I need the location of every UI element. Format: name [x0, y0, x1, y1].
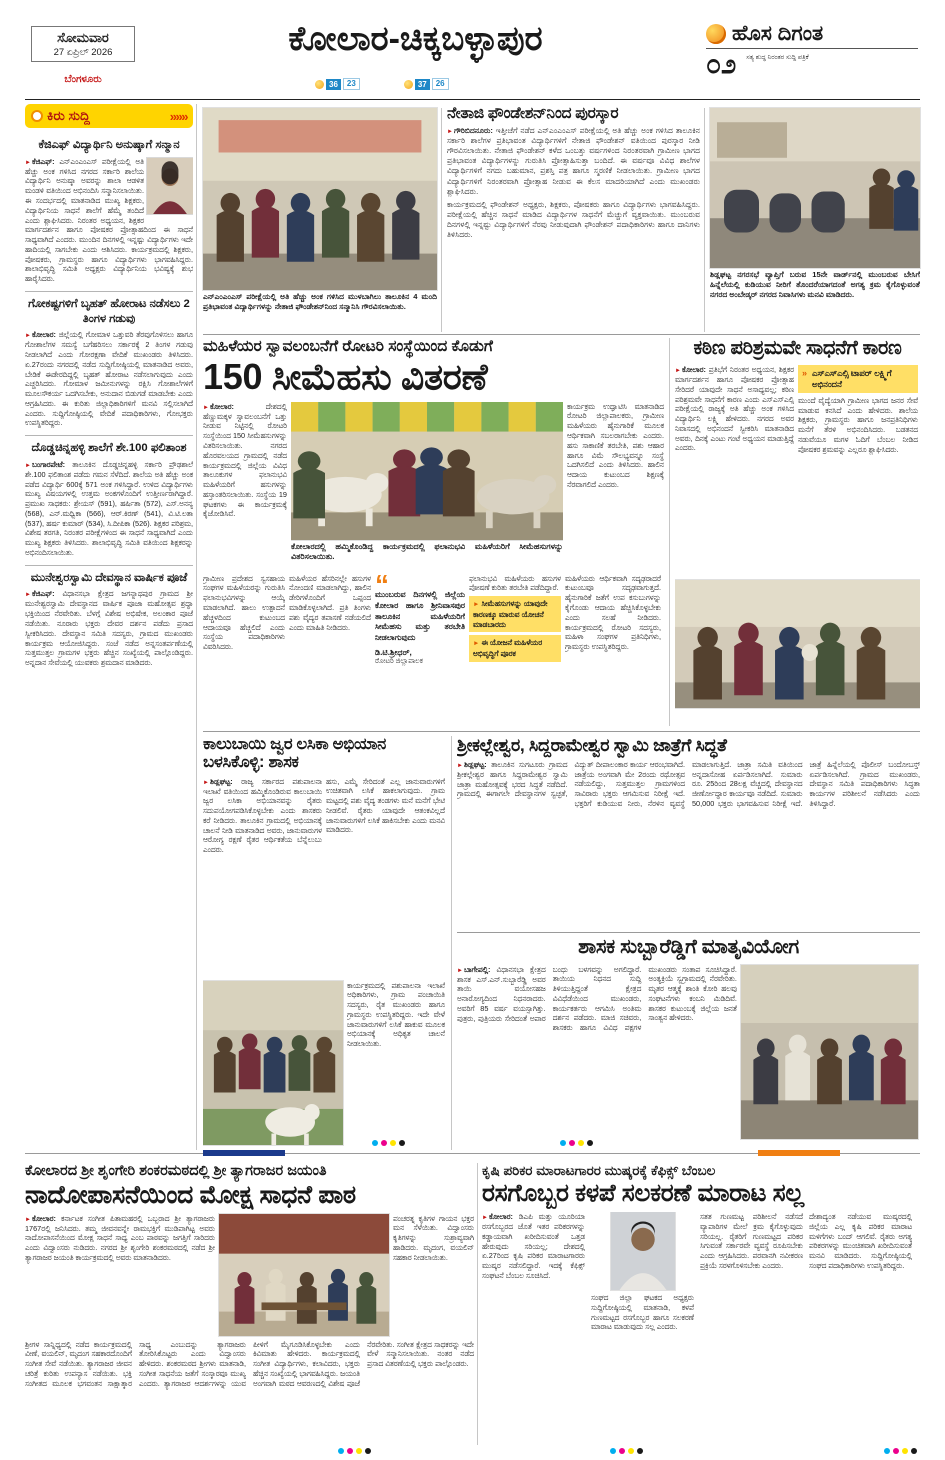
article-column	[203, 777, 322, 977]
orange-section-bar	[758, 1150, 840, 1156]
page-number: ೦೨	[706, 49, 737, 79]
date: 27 ಏಪ್ರಿಲ್ 2026	[53, 47, 113, 58]
body-text: ಪ್ರತಿಭೆಗೆ ನಿರಂತರ ಅಧ್ಯಯನ, ಶಿಕ್ಷಕರ ಮಾರ್ಗದರ್ಶನ ಹಾಗೂ ಪೋಷಕರ ಪ್ರೋತ್ಸಾಹ ಸೇರಿದರೆ ಯಾವುದೇ ಸಾಧನೆ ಅಸಾಧ್ಯವಲ್ಲ; ಕಠಿಣ ಪರಿಶ್ರಮವೇ ಸಾಧನೆಗೆ ಕಾರಣ ಎಂದು ಎಸ್ಎಸ್ಎಲ್ಸಿ ಪರೀಕ್ಷೆಯಲ್ಲಿ ರಾಜ್ಯಕ್ಕೆ ಅತಿ ಹೆಚ್ಚು ಅಂಕ ಗಳಿಸಿದ ವಿದ್ಯಾರ್ಥಿನಿ ಲಕ್ಷ್ಮಿ ಹೇಳಿದರು. ನಗರದ ಅವರ ನಿವಾಸದಲ್ಲಿ ಅಭಿನಂದನೆ ಸ್ವೀಕರಿಸಿ ಮಾತನಾಡಿದ ಅವರು, ದಿನಕ್ಕೆ ಎಂಟು ಗಂಟೆ ಅಧ್ಯಯನ ಮಾಡುತ್ತಿದ್ದೆ ಎಂದರು.	[675, 365, 794, 453]
body-text: ಫಲಾನುಭವಿ ಮಹಿಳೆಯರು ಹಸುಗಳ ಪೋಷಣೆ ಕುರಿತು ತರಬೇತಿ ಪಡೆದಿದ್ದಾರೆ.	[469, 573, 561, 593]
body-text: ದೇಶದಲ್ಲಿ ಹೆಣ್ಣುಮಕ್ಕಳ ಸ್ವಾವಲಂಬನೆಗೆ ಒತ್ತು ನೀಡುವ ನಿಟ್ಟಿನಲ್ಲಿ ರೋಟರಿ ಸಂಸ್ಥೆಯಿಂದ 150 ಸೀಮೆಹಸುಗಳನ್ನು ವಿತರಿಸಲಾಯಿತು. ನಗರದ ಹೊರವಲಯದ ಗ್ರಾಮದಲ್ಲಿ ನಡೆದ ಕಾರ್ಯಕ್ರಮದಲ್ಲಿ ಜಿಲ್ಲೆಯ ವಿವಿಧ ತಾಲೂಕುಗಳ ಫಲಾನುಭವಿ ಮಹಿಳೆಯರಿಗೆ ಹಸುಗಳನ್ನು ಹಸ್ತಾಂತರಿಸಲಾಯಿತು. ಸಂಸ್ಥೆಯ 19 ಘಟಕಗಳು ಈ ಕಾರ್ಯಕ್ರಮಕ್ಕೆ ಕೈಜೋಡಿಸಿವೆ.	[203, 401, 287, 519]
article-column	[482, 1212, 585, 1434]
dateline-marker-icon: ►	[25, 592, 31, 599]
brand-logo-icon	[706, 24, 726, 44]
article-column	[203, 402, 287, 570]
article-body	[25, 157, 193, 284]
brand-sub	[706, 49, 918, 78]
article-column: ಕಾರ್ಯಕ್ರಮ ಉದ್ಘಾಟಿಸಿ ಮಾತನಾಡಿದ ರೋಟರಿ ಜಿಲ್ಲಾಪಾಲಕರು, ಗ್ರಾಮೀಣ ಮಹಿಳೆಯರು ಹೈನುಗಾರಿಕೆ ಮೂಲಕ ಆರ್ಥಿಕವಾಗಿ ಸಬಲರಾಗಬೇಕು ಎಂದರು. ಹಸು ಸಾಕಾಣಿಕೆ ತರಬೇತಿ, ಪಶು ಆಹಾರ ಹಾಗೂ ವಿಮೆ ಸೌಲಭ್ಯವನ್ನೂ ಸಂಸ್ಥೆ ಒದಗಿಸಲಿದೆ ಎಂದು ತಿಳಿಸಿದರು. ಹಾಲಿನ ಆದಾಯ ಕುಟುಂಬದ ಶಿಕ್ಷಣಕ್ಕೆ ನೆರವಾಗಲಿದೆ ಎಂದರು.	[567, 401, 664, 489]
kiru-suddi-icon	[31, 110, 43, 122]
photo-student-portrait	[147, 158, 193, 214]
pull-quote	[375, 574, 465, 720]
photo-cow-distribution	[291, 402, 563, 540]
weather-strip	[315, 78, 449, 90]
sun-icon	[404, 80, 413, 89]
weather-widget	[404, 78, 449, 90]
article-thyagaraja-jayanti	[25, 1163, 474, 1445]
quote-text: ಮುಂಬರುವ ದಿನಗಳಲ್ಲಿ ಜಿಲ್ಲೆಯ ಕೋಲಾರ ಹಾಗೂ ಶ್ರೀನಿವಾಸಪುರ ತಾಲೂಕಿನ ಮಹಿಳೆಯರಿಗೆ ಸೀಮೆಹಸು ಮತ್ತು ತರಬೇತಿ ನೀಡಲಾಗುವುದು	[375, 589, 465, 643]
article-headline: ಕೆಜಿಎಫ್ ವಿದ್ಯಾರ್ಥಿನಿ ಅನುಷ್ಕಾಗೆ ಸನ್ಮಾನ	[38, 139, 180, 151]
body-text: ಮುಂದೆ ವೈದ್ಯೆಯಾಗಿ ಗ್ರಾಮೀಣ ಭಾಗದ ಜನರ ಸೇವೆ ಮಾಡುವ ಕನಸಿದೆ ಎಂದು ಹೇಳಿದರು. ಶಾಲೆಯ ಶಿಕ್ಷಕರು, ಗ್ರಾಮಸ್ಥರು ಹಾಗೂ ಜನಪ್ರತಿನಿಧಿಗಳು ಮನೆಗೆ ತೆರಳಿ ಅಭಿನಂದಿಸಿದರು. ಬಡತನದ ನಡುವೆಯೂ ಮಗಳ ಓದಿಗೆ ಬೆಂಬಲ ನೀಡಿದ ಪೋಷಕರ ಶ್ರಮವನ್ನು ಎಲ್ಲರೂ ಶ್ಲಾಘಿಸಿದರು.	[798, 395, 918, 454]
photo-caption: ಎನ್ಎಂಎಂಎಸ್ ಪರೀಕ್ಷೆಯಲ್ಲಿ ಅತಿ ಹೆಚ್ಚು ಅಂಕ ಗಳಿಸಿದ ಮುಳಬಾಗಿಲು ತಾಲೂಕಿನ 4 ಮಂದಿ ಪ್ರತಿಭಾವಂತ ವಿದ್ಯಾರ್ಥಿಗಳನ್ನು ನೇತಾಜಿ ಫೌಂಡೇಶನ್‌ನಿಂದ ಸನ್ಮಾನಿಸಿ ಗೌರವಿಸಲಾಯಿತು.	[203, 292, 437, 311]
body-text: ರಾಜ್ಯ ಸರ್ಕಾರದ ಪಶುಪಾಲನಾ ಇಲಾಖೆ ವತಿಯಿಂದ ಹಮ್ಮಿಕೊಂಡಿರುವ ಕಾಲುಬಾಯಿ ಜ್ವರ ಲಸಿಕಾ ಅಭಿಯಾನವನ್ನು ರೈತರು ಸದುಪಯೋಗಪಡಿಸಿಕೊಳ್ಳಬೇಕು ಎಂದು ಶಾಸಕರು ಕರೆ ನೀಡಿದರು. ತಾಲೂಕಿನ ಗ್ರಾಮದಲ್ಲಿ ಅಭಿಯಾನಕ್ಕೆ ಚಾಲನೆ ನೀಡಿ ಮಾತನಾಡಿದ ಅವರು, ಜಾನುವಾರುಗಳ ಆರೋಗ್ಯ ರಕ್ಷಣೆ ರೈತರ ಆರ್ಥಿಕತೆಯ ಬೆನ್ನೆಲುಬು ಎಂದರು.	[203, 776, 322, 855]
bullet-icon: ►	[473, 640, 480, 648]
article-headline: 150 ಸೀಮೆಹಸು ವಿತರಣೆ	[203, 355, 488, 397]
chevrons-icon: »»»	[169, 108, 187, 124]
article-headline: ಶ್ರೀಕಲ್ಲೇಶ್ವರ, ಸಿದ್ದರಾಮೇಶ್ವರ ಸ್ವಾಮಿ ಜಾತ್ರೆಗೆ ಸಿದ್ಧತೆ	[457, 736, 727, 755]
brand-tagline: ಸತ್ಯ ಶುದ್ಧ ನಿರಂತರ ಸುದ್ದಿ ಪತ್ರಿಕೆ	[746, 54, 809, 61]
sidebar-kiru-suddi	[25, 104, 193, 1150]
dateline: ಕೆಜಿಎಫ್:	[31, 589, 55, 599]
body-text: ತಾಲೂಕಿನ ದೊಡ್ಡಚಿನ್ನಹಳ್ಳಿ ಸರ್ಕಾರಿ ಪ್ರೌಢಶಾಲೆ ಶೇ.100 ಫಲಿತಾಂಶ ಪಡೆದು ಗಮನ ಸೆಳೆದಿದೆ. ಶಾಲೆಯ ಅತಿ ಹೆಚ್ಚು ಅಂಕ ಪಡೆದ ವಿದ್ಯಾರ್ಥಿ 600ಕ್ಕೆ 571 ಅಂಕ ಗಳಿಸಿದ್ದಾರೆ. ಉಳಿದ ವಿದ್ಯಾರ್ಥಿಗಳು ಮುಖ್ಯ ವಿಷಯಗಳಲ್ಲಿ ಉತ್ತಮ ಅಂಕಗಳೊಂದಿಗೆ ಉತ್ತೀರ್ಣರಾಗಿದ್ದಾರೆ. ಪ್ರಮುಖ ಸಾಧಕರು: ಶ್ರೇಯಸ್ (591), ಹರ್ಷಿತಾ (572), ಎಸ್.ಅನನ್ಯ (568), ಎನ್.ಮಧ್ವಿಕಾ (566), ಆರ್.ಕಿರಣ್ (541), ವಿ.ಟಿ.ಲತಾ (537), ಹರ್ಷ ಕುಮಾರ್ (534), ಸಿ.ದೀಪಿಕಾ (526). ಶಿಕ್ಷಕರ ಪರಿಶ್ರಮ, ವಿಶೇಷ ತರಗತಿ, ನಿರಂತರ ಪರೀಕ್ಷೆಗಳಿಂದ ಈ ಸಾಧನೆ ಸಾಧ್ಯವಾಗಿದೆ ಎಂದು ಮುಖ್ಯ ಶಿಕ್ಷಕರು ತಿಳಿಸಿದರು. ಶಾಲಾಭಿವೃದ್ಧಿ ಸಮಿತಿ ವತಿಯಿಂದ ಶಿಕ್ಷಕರನ್ನು ಅಭಿನಂದಿಸಲಾಯಿತು.	[25, 459, 193, 557]
divider	[441, 108, 442, 332]
article-vaccine-drive	[203, 736, 447, 1150]
dateline: ಕೋಲಾರ:	[681, 365, 706, 375]
dateline-marker-icon: ►	[203, 779, 209, 786]
article-150-cows	[203, 338, 665, 726]
photo-caption: ಶಿಡ್ಲಘಟ್ಟ ನಗರಸಭೆ ವ್ಯಾಪ್ತಿಗೆ ಬರುವ 15ನೇ ವಾರ್ಡ್‌ನಲ್ಲಿ ಮುಂಬರುವ ಬೇಸಿಗೆ ಹಿನ್ನೆಲೆಯಲ್ಲಿ ಕುಡಿಯುವ ನೀರಿಗೆ ತೊಂದರೆಯಾಗದಂತೆ ಅಗತ್ಯ ಕ್ರಮ ಕೈಗೊಳ್ಳುವಂತೆ ನಗರದ ಅಂಬೇಡ್ಕರ್ ನಗರದ ನಿವಾಸಿಗಳು ಮನವಿ ಮಾಡಿದರು.	[710, 270, 920, 299]
weekday: ಸೋಮವಾರ	[57, 30, 109, 45]
dateline: ಕೆಜಿಎಫ್:	[31, 156, 55, 166]
quote-attribution-name: ಡಿ.ಟಿ.ಶ್ರೀಧರ್,	[375, 648, 412, 658]
article-body	[447, 126, 700, 197]
article-school-result	[25, 435, 193, 565]
article-body	[25, 330, 193, 428]
body-text: ಜಿಲ್ಲೆಯಲ್ಲಿ ಗೋಮಾಳ ಒತ್ತುವರಿ ತೆರವುಗೊಳಿಸಲು ಹಾಗೂ ಗೋಶಾಲೆಗಳ ಸಮಸ್ಯೆ ಬಗೆಹರಿಸಲು ಸರ್ಕಾರಕ್ಕೆ 2 ತಿಂಗಳ ಗಡುವು ನೀಡಲಾಗಿದೆ ಎಂದು ಗೋರಕ್ಷಣಾ ವೇದಿಕೆ ಮುಖಂಡರು ತಿಳಿಸಿದರು. ಏ.27ರಂದು ನಗರದಲ್ಲಿ ನಡೆದ ಸುದ್ದಿಗೋಷ್ಠಿಯಲ್ಲಿ ಮಾತನಾಡಿದ ಅವರು, ಬೇಡಿಕೆ ಈಡೇರದಿದ್ದಲ್ಲಿ ಬೃಹತ್ ಹೋರಾಟ ನಡೆಸಲಾಗುವುದು ಎಂದು ಎಚ್ಚರಿಸಿದರು. ಗೋಮಾಳ ಜಮೀನುಗಳನ್ನು ರಕ್ಷಿಸಿ ಗೋಶಾಲೆಗಳಿಗೆ ಮೂಲಸೌಕರ್ಯ ಒದಗಿಸಬೇಕು, ಅನುದಾನ ಬಿಡುಗಡೆ ಮಾಡಬೇಕು ಎಂದು ಆಗ್ರಹಿಸಿದರು. ಈ ಕುರಿತು ಜಿಲ್ಲಾಧಿಕಾರಿಗಳಿಗೆ ಮನವಿ ಸಲ್ಲಿಸಲಾಗಿದೆ ಎಂದರು. ಸುದ್ದಿಗೋಷ್ಠಿಯಲ್ಲಿ ವೇದಿಕೆ ಪದಾಧಿಕಾರಿಗಳು, ಗೋಭಕ್ತರು ಉಪಸ್ಥಿತರಿದ್ದರು.	[25, 330, 193, 428]
highlight-box	[469, 635, 561, 661]
divider	[669, 338, 670, 726]
article-body	[457, 760, 920, 920]
highlight-text: ಎಸ್ಎಸ್ಎಲ್ಸಿ ಟಾಪರ್ ಲಕ್ಷ್ಮಿಗೆ ಅಭಿನಂದನೆ	[812, 368, 892, 389]
body-text: ವಿಧಾನಸಭಾ ಕ್ಷೇತ್ರದ ಜಗನ್ನಾಥಪುರ ಗ್ರಾಮದ ಶ್ರೀ ಮುನೇಶ್ವರಸ್ವಾಮಿ ದೇವಸ್ಥಾನದ ವಾರ್ಷಿಕ ಪೂಜಾ ಮಹೋತ್ಸವ ಶ್ರದ್ಧಾ ಭಕ್ತಿಯಿಂದ ನೆರವೇರಿತು. ಬೆಳಗ್ಗೆ ವಿಶೇಷ ಅಭಿಷೇಕ, ಅಲಂಕಾರ ಪೂಜೆ ನಡೆಯಿತು. ನೂರಾರು ಭಕ್ತರು ದೇವರ ದರ್ಶನ ಪಡೆದು ಪ್ರಸಾದ ಸ್ವೀಕರಿಸಿದರು. ದೇವಸ್ಥಾನ ಸಮಿತಿ ಸದಸ್ಯರು, ಗ್ರಾಮದ ಮುಖಂಡರು ಕಾರ್ಯಕ್ರಮ ಆಯೋಜಿಸಿದ್ದರು. ಸಂಜೆ ನಡೆದ ಅನ್ನಸಂತರ್ಪಣೆಯಲ್ಲಿ ಸುತ್ತಮುತ್ತಲ ಗ್ರಾಮಗಳ ಭಕ್ತರು ಹೆಚ್ಚಿನ ಸಂಖ್ಯೆಯಲ್ಲಿ ಪಾಲ್ಗೊಂಡಿದ್ದರು. ಅನ್ನದಾನ ಸೇವೆಯಲ್ಲಿ ಯುವಕರು ಶ್ರಮದಾನ ಮಾಡಿದರು.	[25, 589, 193, 668]
photo-block-nmms	[203, 108, 437, 312]
article-column	[591, 1212, 694, 1434]
dateline-marker-icon: ►	[447, 128, 453, 135]
dateline-marker-icon: ►	[25, 333, 31, 340]
photo-block-ward	[710, 108, 920, 300]
dateline-marker-icon: ►	[203, 404, 209, 411]
photo-ward-street	[710, 108, 920, 268]
dateline-marker-icon: ►	[25, 462, 31, 469]
article-headline: ದೊಡ್ಡಚಿನ್ನಹಳ್ಳಿ ಶಾಲೆಗೆ ಶೇ.100 ಫಲಿತಾಂಶ	[31, 442, 187, 455]
body-text: ಎನ್ಎಂಎಂಎಸ್ ಪರೀಕ್ಷೆಯಲ್ಲಿ ಅತಿ ಹೆಚ್ಚು ಅಂಕ ಗಳಿಸಿದ ನಗರದ ಸರ್ಕಾರಿ ಶಾಲೆಯ ವಿದ್ಯಾರ್ಥಿನಿ ಅನುಷ್ಕಾ ಅವರನ್ನು ಶಾಲಾ ಆಡಳಿತ ಮಂಡಳಿ ವತಿಯಿಂದ ಅಭಿನಂದಿಸಿ ಸನ್ಮಾನಿಸಲಾಯಿತು. ಈ ಸಂದರ್ಭದಲ್ಲಿ ಮಾತನಾಡಿದ ಮುಖ್ಯ ಶಿಕ್ಷಕರು, ವಿದ್ಯಾರ್ಥಿನಿಯ ಸಾಧನೆ ಶಾಲೆಗೆ ಹೆಮ್ಮೆ ತಂದಿದೆ ಎಂದು ಶ್ಲಾಘಿಸಿದರು. ನಿರಂತರ ಅಧ್ಯಯನ, ಶಿಕ್ಷಕರ ಮಾರ್ಗದರ್ಶನ ಹಾಗೂ ಪೋಷಕರ ಪ್ರೋತ್ಸಾಹದಿಂದ ಈ ಸಾಧನೆ ಸಾಧ್ಯವಾಗಿದೆ ಎಂದರು. ಮುಂದಿನ ದಿನಗಳಲ್ಲಿ ಇನ್ನಷ್ಟು ವಿದ್ಯಾರ್ಥಿಗಳು ಇದೇ ಹಾದಿಯಲ್ಲಿ ಸಾಗಬೇಕು ಎಂದು ಆಶಿಸಿದರು. ಕಾರ್ಯಕ್ರಮದಲ್ಲಿ ಶಿಕ್ಷಕರು, ಪೋಷಕರು, ಗ್ರಾಮಸ್ಥರು ಹಾಗೂ ವಿದ್ಯಾರ್ಥಿಗಳು ಭಾಗವಹಿಸಿದ್ದರು. ಶಾಲಾಭಿವೃದ್ಧಿ ಸಮಿತಿ ಅಧ್ಯಕ್ಷರು ವಿದ್ಯಾರ್ಥಿನಿಯ ಭವಿಷ್ಯಕ್ಕೆ ಶುಭ ಹಾರೈಸಿದರು.	[25, 156, 193, 284]
divider	[203, 334, 920, 335]
edition-city: ಬೆಂಗಳೂರು	[64, 74, 102, 85]
article-body	[25, 460, 193, 558]
article-kicker: ಕೃಷಿ ಪರಿಕರ ಮಾರಾಟಗಾರರ ಮುಷ್ಕರಕ್ಕೆ ಕೆಫಿಕ್ಸ್ ಬೆಂಬಲ	[482, 1163, 716, 1178]
highlight-box	[469, 596, 561, 632]
body-text: ವಿಧಾನಸಭಾ ಕ್ಷೇತ್ರದ ಶಾಸಕ ಎಸ್.ಎನ್.ಸುಬ್ಬಾರೆಡ್ಡಿ ಅವರ ತಾಯಿ ವಯೋಸಹಜ ಅನಾರೋಗ್ಯದಿಂದ ನಿಧನರಾದರು. ಅವರಿಗೆ 85 ವರ್ಷ ವಯಸ್ಸಾಗಿತ್ತು. ಪುತ್ರರು, ಪುತ್ರಿಯರು ಸೇರಿದಂತೆ ಅಪಾರ ಬಂಧು ಬಳಗವನ್ನು ಅಗಲಿದ್ದಾರೆ. ತಾಯಿಯ ನಿಧನದ ಸುದ್ದಿ ತಿಳಿಯುತ್ತಿದ್ದಂತೆ ಕ್ಷೇತ್ರದ ವಿವಿಧೆಡೆಯಿಂದ ಮುಖಂಡರು, ಕಾರ್ಯಕರ್ತರು ಆಗಮಿಸಿ ಅಂತಿಮ ದರ್ಶನ ಪಡೆದರು. ಮಾಜಿ ಸಚಿವರು, ಶಾಸಕರು ಹಾಗೂ ವಿವಿಧ ಪಕ್ಷಗಳ ಮುಖಂಡರು ಸಂತಾಪ ಸೂಚಿಸಿದ್ದಾರೆ. ಅಂತ್ಯಕ್ರಿಯೆ ಸ್ವಗ್ರಾಮದಲ್ಲಿ ನೆರವೇರಿತು. ಮೃತರ ಆತ್ಮಕ್ಕೆ ಶಾಂತಿ ಕೋರಿ ಹಲವು ಸಂಘಟನೆಗಳು ಕಂಬನಿ ಮಿಡಿದಿವೆ. ಶಾಸಕರ ಕುಟುಂಬಕ್ಕೆ ಜಿಲ್ಲೆಯ ಜನತೆ ಸಾಂತ್ವನ ಹೇಳಿದರು.	[457, 964, 737, 1033]
dateline-marker-icon: ►	[457, 762, 463, 769]
dateline-marker-icon: ►	[457, 967, 463, 974]
article-cow-protest	[25, 291, 193, 435]
article-column	[675, 365, 794, 575]
article-column: ಹಸು, ಎಮ್ಮೆ ಸೇರಿದಂತೆ ಎಲ್ಲ ಜಾನುವಾರುಗಳಿಗೆ ಉಚಿತವಾಗಿ ಲಸಿಕೆ ಹಾಕಲಾಗುವುದು. ಗ್ರಾಮ ಮಟ್ಟದಲ್ಲಿ ಪಶು ವೈದ್ಯ ತಂಡಗಳು ಮನೆ ಮನೆಗೆ ಭೇಟಿ ನೀಡಲಿವೆ. ರೈತರು ಯಾವುದೇ ಆತಂಕವಿಲ್ಲದೆ ಜಾನುವಾರುಗಳಿಗೆ ಲಸಿಕೆ ಹಾಕಿಸಬೇಕು ಎಂದು ಮನವಿ ಮಾಡಿದರು.	[326, 776, 445, 835]
dateline-marker-icon: ►	[675, 368, 681, 375]
article-column	[798, 365, 918, 575]
cmyk-dots	[610, 1448, 643, 1454]
article-column: ಗ್ರಾಮೀಣ ಪ್ರದೇಶದ ಸ್ವಸಹಾಯ ಸಂಘಗಳ ಮಹಿಳೆಯರನ್ನು ಗುರುತಿಸಿ ಫಲಾನುಭವಿಗಳನ್ನು ಆಯ್ಕೆ ಮಾಡಲಾಗಿದೆ. ಹಾಲು ಉತ್ಪಾದನೆ ಹೆಚ್ಚಳದಿಂದ ಕುಟುಂಬದ ಆದಾಯವೂ ಹೆಚ್ಚಲಿದೆ ಎಂದು ಸಂಸ್ಥೆಯ ಪದಾಧಿಕಾರಿಗಳು ವಿವರಿಸಿದರು.	[203, 573, 285, 652]
quote-icon: “	[375, 573, 389, 600]
bullet-icon: ►	[473, 601, 480, 609]
weather-widget	[315, 78, 360, 90]
photo-music-concert	[219, 1214, 389, 1336]
article-column: ದೇಶಾದ್ಯಂತ ನಡೆಯುವ ಮುಷ್ಕರದಲ್ಲಿ ಜಿಲ್ಲೆಯ ಎಲ್ಲ ಕೃಷಿ ಪರಿಕರ ಮಾರಾಟ ಮಳಿಗೆಗಳು ಬಂದ್ ಆಗಲಿವೆ. ರೈತರು ಅಗತ್ಯ ಪರಿಕರಗಳನ್ನು ಮುಂಚಿತವಾಗಿ ಖರೀದಿಸುವಂತೆ ಮನವಿ ಮಾಡಿದರು. ಸುದ್ದಿಗೋಷ್ಠಿಯಲ್ಲಿ ಸಂಘದ ಪದಾಧಿಕಾರಿಗಳು ಉಪಸ್ಥಿತರಿದ್ದರು.	[809, 1211, 912, 1270]
article-headline: ಮುನೇಶ್ವರಸ್ವಾಮಿ ದೇವಸ್ಥಾನ ವಾರ್ಷಿಕ ಪೂಜೆ	[30, 571, 188, 584]
dateline: ಶಿಡ್ಲಘಟ್ಟ:	[209, 776, 233, 786]
kiru-suddi-label: ಕಿರು ಸುದ್ದಿ	[47, 108, 90, 123]
photo-nmms-awardees	[203, 108, 437, 290]
body-text: ಇತ್ತೀಚೆಗೆ ನಡೆದ ಎನ್ಎಂಎಂಎಸ್ ಪರೀಕ್ಷೆಯಲ್ಲಿ ಅತಿ ಹೆಚ್ಚು ಅಂಕ ಗಳಿಸಿದ ತಾಲೂಕಿನ ಸರ್ಕಾರಿ ಶಾಲೆಗಳ ಪ್ರತಿಭಾವಂತ ವಿದ್ಯಾರ್ಥಿಗಳಿಗೆ ನೇತಾಜಿ ಫೌಂಡೇಶನ್ ವತಿಯಿಂದ ಪುರಸ್ಕಾರ ನೀಡಿ ಗೌರವಿಸಲಾಯಿತು. ನೇತಾಜಿ ಫೌಂಡೇಶನ್ ಕಳೆದ ಒಂಬತ್ತು ವರ್ಷಗಳಿಂದ ನಿರಂತರವಾಗಿ ಗ್ರಾಮೀಣ ಭಾಗದ ಪ್ರತಿಭಾವಂತ ವಿದ್ಯಾರ್ಥಿಗಳನ್ನು ಗುರುತಿಸಿ ಪ್ರೋತ್ಸಾಹಿಸುತ್ತಾ ಬಂದಿದೆ. ಈ ವರ್ಷವೂ ವಿವಿಧ ಶಾಲೆಗಳ ವಿದ್ಯಾರ್ಥಿಗಳಿಗೆ ನಗದು ಬಹುಮಾನ, ಪ್ರಶಸ್ತಿ ಪತ್ರ ಹಾಗೂ ಸ್ಮರಣಿಕೆ ನೀಡಲಾಯಿತು. ಗ್ರಾಮೀಣ ಭಾಗದ ವಿದ್ಯಾರ್ಥಿಗಳಿಗೆ ನಿರಂತರವಾಗಿ ಪ್ರೋತ್ಸಾಹ ನೀಡುವ ಈ ಕೆಲಸ ಮಾದರಿಯಾಗಿದೆ ಎಂದು ಮುಖಂಡರು ಶ್ಲಾಘಿಸಿದರು.	[447, 125, 700, 196]
cmyk-dots	[884, 1448, 917, 1454]
dateline: ಕೋಲಾರ:	[31, 1213, 56, 1223]
article-headline: ನೇತಾಜಿ ಫೌಂಡೇಶನ್‌ನಿಂದ ಪುರಸ್ಕಾರ	[447, 106, 619, 122]
article-mla-mourning	[457, 937, 920, 1150]
article-kicker: ಮಹಿಳೆಯರ ಸ್ವಾವಲಂಬನೆಗೆ ರೋಟರಿ ಸಂಸ್ಥೆಯಿಂದ ಕೊಡುಗೆ	[203, 338, 493, 355]
highlight-text: ಈ ಯೋಜನೆ ಮಹಿಳೆಯರ ಅಭಿವೃದ್ಧಿಗೆ ಪೂರಕ	[473, 638, 543, 658]
brand-block	[706, 22, 918, 78]
article-hard-work	[675, 338, 920, 726]
date-box	[31, 26, 135, 62]
dateline: ಗೌರಿಬಿದನೂರು:	[453, 125, 493, 135]
dateline: ಬಾಗೇಪಲ್ಲಿ:	[463, 964, 491, 974]
photo-block-cow-distribution	[291, 402, 563, 570]
highlight-text: ಸೀಮೆಹಸುಗಳನ್ನು ಯಾವುದೇ ಕಾರಣಕ್ಕೂ ಮಾರುವ ಯೋಚನೆ ಮಾಡಬಾರದು	[473, 599, 548, 629]
article-headline: ರಸಗೊಬ್ಬರ ಕಳಪೆ ಸಲಕರಣೆ ಮಾರಾಟ ಸಲ್ಲ	[482, 1179, 804, 1207]
weather-high: 37	[415, 79, 430, 90]
body-text: ಕರ್ನಾಟಕ ಸಂಗೀತ ಪಿತಾಮಹರಲ್ಲಿ ಒಬ್ಬರಾದ ಶ್ರೀ ತ್ಯಾಗರಾಜರು 1767ರಲ್ಲಿ ಜನಿಸಿದರು. ತಮ್ಮ ಜೀವನವನ್ನೇ ರಾಮಭಕ್ತಿಗೆ ಮುಡಿಪಾಗಿಟ್ಟ ಅವರು ನಾದೋಪಾಸನೆಯಿಂದ ಮೋಕ್ಷ ಸಾಧನೆ ಸಾಧ್ಯ ಎಂಬ ಪಾಠವನ್ನು ಜಗತ್ತಿಗೆ ಸಾರಿದರು ಎಂದು ವಿದ್ವಾಂಸರು ನುಡಿದರು. ನಗರದ ಶ್ರೀ ಶೃಂಗೇರಿ ಶಂಕರಮಠದಲ್ಲಿ ನಡೆದ ಶ್ರೀ ತ್ಯಾಗರಾಜರ ಜಯಂತಿ ಕಾರ್ಯಕ್ರಮದಲ್ಲಿ ಅವರು ಮಾತನಾಡಿದರು.	[25, 1213, 215, 1262]
sun-icon	[315, 80, 324, 89]
article-kgf-student	[25, 133, 193, 291]
article-headline: ಶಾಸಕ ಸುಬ್ಬಾರೆಡ್ಡಿಗೆ ಮಾತೃವಿಯೋಗ	[578, 937, 799, 958]
divider	[451, 736, 452, 1150]
article-headline: ಕಠಿಣ ಪರಿಶ್ರಮವೇ ಸಾಧನೆಗೆ ಕಾರಣ	[693, 338, 902, 359]
chevron-icon: »	[802, 368, 808, 379]
dateline-marker-icon: ►	[25, 1216, 31, 1223]
article-column: ಕಾರ್ಯಕ್ರಮದಲ್ಲಿ ಪಶುಪಾಲನಾ ಇಲಾಖೆ ಅಧಿಕಾರಿಗಳು, ಗ್ರಾಮ ಪಂಚಾಯಿತಿ ಸದಸ್ಯರು, ರೈತ ಮುಖಂಡರು ಹಾಗೂ ಗ್ರಾಮಸ್ಥರು ಉಪಸ್ಥಿತರಿದ್ದರು. ಇದೇ ವೇಳೆ ಜಾನುವಾರುಗಳಿಗೆ ಲಸಿಕೆ ಹಾಕುವ ಮೂಲಕ ಅಭಿಯಾನಕ್ಕೆ ಅಧಿಕೃತ ಚಾಲನೆ ನೀಡಲಾಯಿತು.	[347, 980, 445, 1049]
blue-section-bar	[203, 1150, 285, 1156]
highlight-stack	[469, 574, 561, 720]
dateline: ಶಿಡ್ಲಘಟ್ಟ:	[463, 759, 487, 769]
article-column: ಸತತ ಗುಣಮಟ್ಟ ಪರಿಶೀಲನೆ ನಡೆಸದೆ ವ್ಯಾಪಾರಿಗಳ ಮೇಲೆ ಕ್ರಮ ಕೈಗೊಳ್ಳುವುದು ಸರಿಯಲ್ಲ. ರೈತರಿಗೆ ಗುಣಮಟ್ಟದ ಪರಿಕರ ಸಿಗುವಂತೆ ಸರ್ಕಾರವೇ ವ್ಯವಸ್ಥೆ ರೂಪಿಸಬೇಕು ಎಂದು ಆಗ್ರಹಿಸಿದರು. ಪರವಾನಗಿ ನವೀಕರಣ ಪ್ರಕ್ರಿಯೆ ಸರಳಗೊಳಿಸಬೇಕು ಎಂದರು.	[700, 1211, 803, 1270]
photo-vaccine-launch	[203, 981, 343, 1145]
article-kicker: ಕೋಲಾರದ ಶ್ರೀ ಶೃಂಗೇರಿ ಶಂಕರಮಠದಲ್ಲಿ ಶ್ರೀ ತ್ಯಾಗರಾಜರ ಜಯಂತಿ	[25, 1163, 327, 1179]
article-headline: ನಾದೋಪಾಸನೆಯಿಂದ ಮೋಕ್ಷ ಸಾಧನೆ ಪಾಠ	[25, 1180, 356, 1209]
article-temple-fair	[457, 736, 920, 930]
divider	[457, 932, 920, 933]
photo-condolence-visit	[741, 965, 918, 1139]
highlight-box	[798, 365, 918, 393]
article-column	[25, 1214, 215, 1336]
divider	[203, 731, 920, 732]
kiru-suddi-badge	[25, 104, 193, 128]
page-title: ಕೋಲಾರ-ಚಿಕ್ಕಬಳ್ಳಾಪುರ	[288, 20, 543, 58]
body-text: ಸಂಘದ ಜಿಲ್ಲಾ ಘಟಕದ ಅಧ್ಯಕ್ಷರು ಸುದ್ದಿಗೋಷ್ಠಿಯಲ್ಲಿ ಮಾತನಾಡಿ, ಕಳಪೆ ಗುಣಮಟ್ಟದ ರಸಗೊಬ್ಬರ ಹಾಗೂ ಸಲಕರಣೆ ಮಾರಾಟ ಮಾಡುವುದು ಸಲ್ಲ ಎಂದರು.	[591, 1292, 694, 1332]
article-fertilizer-strike	[482, 1163, 920, 1445]
weather-low: 23	[343, 78, 360, 90]
dateline: ಕೋಲಾರ:	[488, 1211, 513, 1221]
weather-low: 26	[432, 78, 449, 90]
article-column: ಮಹಿಳೆಯರ ಹೆಸರಿನಲ್ಲೇ ಹಸುಗಳ ನೋಂದಣಿ ಮಾಡಲಾಗಿದ್ದು, ಹಾಲಿನ ಡೇರಿಗಳೊಂದಿಗೆ ಒಪ್ಪಂದ ಮಾಡಿಕೊಳ್ಳಲಾಗಿದೆ. ಪ್ರತಿ ತಿಂಗಳು ಪಶು ವೈದ್ಯರ ತಪಾಸಣೆ ನಡೆಯಲಿದೆ ಎಂದು ಮಾಹಿತಿ ನೀಡಿದರು.	[289, 573, 371, 632]
brand-row	[706, 22, 918, 49]
divider	[477, 1163, 478, 1445]
dateline: ಕೋಲಾರ:	[209, 401, 234, 411]
dateline-marker-icon: ►	[482, 1214, 488, 1221]
divider	[196, 104, 197, 1150]
body-text: ಕಾರ್ಯಕ್ರಮದಲ್ಲಿ ಫೌಂಡೇಶನ್ ಅಧ್ಯಕ್ಷರು, ಶಿಕ್ಷಕರು, ಪೋಷಕರು ಹಾಗೂ ವಿದ್ಯಾರ್ಥಿಗಳು ಭಾಗವಹಿಸಿದ್ದರು. ಪರೀಕ್ಷೆಯಲ್ಲಿ ಹೆಚ್ಚಿನ ಸಾಧನೆ ಮಾಡಿದ ವಿದ್ಯಾರ್ಥಿಗಳ ಸಾಧನೆಗೆ ಮೆಚ್ಚುಗೆ ವ್ಯಕ್ತವಾಯಿತು. ಮುಂಬರುವ ದಿನಗಳಲ್ಲಿ ಇನ್ನಷ್ಟು ವಿದ್ಯಾರ್ಥಿಗಳಿಗೆ ನೆರವು ನೀಡುವುದಾಗಿ ಫೌಂಡೇಶನ್ ಪದಾಧಿಕಾರಿಗಳು ಹಾಗೂ ದಾನಿಗಳು ತಿಳಿಸಿದರು.	[447, 199, 700, 240]
weather-high: 36	[326, 79, 341, 90]
body-text: ಡಿಎಪಿ ಮತ್ತು ಯೂರಿಯಾ ರಸಗೊಬ್ಬರದ ಜೊತೆ ಇತರ ಪರಿಕರಗಳನ್ನು ಕಡ್ಡಾಯವಾಗಿ ಖರೀದಿಸುವಂತೆ ಒತ್ತಡ ಹೇರುವುದು ಸರಿಯಲ್ಲ; ದೇಶದಲ್ಲಿ ಏ.27ರಿಂದ ಕೃಷಿ ಪರಿಕರ ಮಾರಾಟಗಾರರು ಮುಷ್ಕರ ನಡೆಸಲಿದ್ದಾರೆ. ಇದಕ್ಕೆ ಕೆಫಿಕ್ಸ್ ಸಂಘಟನೆ ಬೆಂಬಲ ಸೂಚಿಸಿದೆ.	[482, 1211, 585, 1280]
dateline-marker-icon: ►	[25, 159, 31, 166]
divider	[704, 108, 705, 332]
article-netaji-award	[447, 106, 700, 332]
quote-attribution-role: ರೋಟರಿ ಜಿಲ್ಲಾಪಾಲಕ	[375, 658, 423, 666]
article-temple-pooja	[25, 565, 193, 675]
article-headline: ಕಾಲುಬಾಯಿ ಜ್ವರ ಲಸಿಕಾ ಅಭಿಯಾನ ಬಳಸಿಕೊಳ್ಳಿ: ಶಾಸಕ	[203, 736, 387, 771]
body-text: ತಾಲೂಕಿನ ಸುಗಟೂರು ಗ್ರಾಮದ ಶ್ರೀಕಲ್ಲೇಶ್ವರ ಹಾಗೂ ಸಿದ್ದರಾಮೇಶ್ವರ ಸ್ವಾಮಿ ಜಾತ್ರಾ ಮಹೋತ್ಸವಕ್ಕೆ ಭರದ ಸಿದ್ಧತೆ ನಡೆದಿದೆ. ಗ್ರಾಮದಲ್ಲಿ ಈಗಾಗಲೇ ದೇವಸ್ಥಾನಗಳ ಸ್ವಚ್ಛತೆ, ವಿದ್ಯುತ್ ದೀಪಾಲಂಕಾರ ಕಾರ್ಯ ಆರಂಭವಾಗಿದೆ. ಜಾತ್ರೆಯ ಅಂಗವಾಗಿ ಮೇ 2ರಂದು ರಥೋತ್ಸವ ನಡೆಯಲಿದ್ದು, ಸುತ್ತಮುತ್ತಲ ಗ್ರಾಮಗಳಿಂದ ಸಾವಿರಾರು ಭಕ್ತರು ಆಗಮಿಸುವ ನಿರೀಕ್ಷೆ ಇದೆ. ಭಕ್ತರಿಗೆ ಕುಡಿಯುವ ನೀರು, ನೆರಳಿನ ವ್ಯವಸ್ಥೆ ಮಾಡಲಾಗುತ್ತಿದೆ. ಜಾತ್ರಾ ಸಮಿತಿ ವತಿಯಿಂದ ಅನ್ನದಾಸೋಹ ಏರ್ಪಡಿಸಲಾಗಿದೆ. ಸುಮಾರು ರೂ. 25ರಿಂದ 28ಲಕ್ಷ ವೆಚ್ಚದಲ್ಲಿ ದೇವಸ್ಥಾನದ ಜೀರ್ಣೋದ್ಧಾರ ಕಾರ್ಯವೂ ನಡೆದಿದೆ. ಸುಮಾರು 50,000 ಭಕ್ತರು ಭಾಗವಹಿಸುವ ನಿರೀಕ್ಷೆ ಇದೆ. ಜಾತ್ರೆ ಹಿನ್ನೆಲೆಯಲ್ಲಿ ಪೊಲೀಸ್ ಬಂದೋಬಸ್ತ್ ಏರ್ಪಡಿಸಲಾಗಿದೆ. ಗ್ರಾಮದ ಮುಖಂಡರು, ದೇವಸ್ಥಾನ ಸಮಿತಿ ಪದಾಧಿಕಾರಿಗಳು ಸಿದ್ಧತಾ ಕಾರ್ಯಗಳ ಪರಿಶೀಲನೆ ನಡೆಸಿದರು ಎಂದು ತಿಳಿಸಿದ್ದಾರೆ.	[457, 759, 920, 808]
article-body	[457, 965, 737, 1139]
page-header	[25, 14, 920, 100]
article-body: ಶ್ರೀಗಳ ಸಾನ್ನಿಧ್ಯದಲ್ಲಿ ನಡೆದ ಕಾರ್ಯಕ್ರಮದಲ್ಲಿ ವೀಣೆ, ವಯಲಿನ್, ಮೃದಂಗ ಸಹಕಾರದೊಂದಿಗೆ ಸಂಗೀತ ಸೇವೆ ನಡೆಯಿತು. ತ್ಯಾಗರಾಜರ ಜೀವನ ಚರಿತ್ರೆ ಕುರಿತು ಉಪನ್ಯಾಸ ನಡೆಯಿತು. ಭಕ್ತಿ ಸಂಗೀತದ ಮೂಲಕ ಭಗವಂತನ ಸಾಕ್ಷಾತ್ಕಾರ ಸಾಧ್ಯ ಎಂಬುದನ್ನು ತ್ಯಾಗರಾಜರು ತೋರಿಸಿಕೊಟ್ಟರು ಎಂದು ವಿದ್ವಾಂಸರು ಹೇಳಿದರು. ಶಂಕರಮಠದ ಶ್ರೀಗಳು ಮಾತನಾಡಿ, ಸಂಗೀತ ಸಾಧನೆಯ ಜತೆಗೆ ಸಂಸ್ಕಾರವೂ ಮುಖ್ಯ ಎಂದರು. ತ್ಯಾಗರಾಜರ ಆದರ್ಶಗಳನ್ನು ಯುವ ಪೀಳಿಗೆ ಮೈಗೂಡಿಸಿಕೊಳ್ಳಬೇಕು ಎಂದು ಕಿವಿಮಾತು ಹೇಳಿದರು. ಕಾರ್ಯಕ್ರಮದಲ್ಲಿ ಸಂಗೀತ ವಿದ್ಯಾರ್ಥಿಗಳು, ಕಲಾವಿದರು, ಭಕ್ತರು ಹೆಚ್ಚಿನ ಸಂಖ್ಯೆಯಲ್ಲಿ ಭಾಗವಹಿಸಿದ್ದರು. ಜಯಂತಿ ಅಂಗವಾಗಿ ಮಠದ ಆವರಣದಲ್ಲಿ ವಿಶೇಷ ಪೂಜೆ ನೆರವೇರಿತು. ಸಂಗೀತ ಕ್ಷೇತ್ರದ ಸಾಧಕರನ್ನು ಇದೇ ವೇಳೆ ಸನ್ಮಾನಿಸಲಾಯಿತು. ನಂತರ ನಡೆದ ಪ್ರಸಾದ ವಿತರಣೆಯಲ್ಲಿ ಭಕ್ತರು ಪಾಲ್ಗೊಂಡರು.	[25, 1339, 474, 1388]
photo-caption: ಕೋಲಾರದಲ್ಲಿ ಹಮ್ಮಿಕೊಂಡಿದ್ದ ಕಾರ್ಯಕ್ರಮದಲ್ಲಿ ಫಲಾನುಭವಿ ಮಹಿಳೆಯರಿಗೆ ಸೀಮೆಹಸುಗಳನ್ನು ವಿತರಿಸಲಾಯಿತು.	[291, 541, 563, 562]
article-headline: ಗೋಕಷ್ಟಗಳಿಗೆ ಬೃಹತ್ ಹೋರಾಟ ನಡೆಸಲು 2 ತಿಂಗಳ ಗಡುವು	[28, 297, 190, 325]
dateline: ಬಂಗಾರಪೇಟೆ:	[31, 459, 66, 469]
article-body	[25, 589, 193, 667]
photo-spokesperson-portrait	[611, 1212, 675, 1290]
cmyk-dots	[560, 1140, 593, 1146]
brand-name: ಹೊಸ ದಿಗಂತ	[732, 22, 824, 45]
cmyk-dots	[338, 1448, 371, 1454]
cmyk-dots	[372, 1140, 405, 1146]
article-column: ಪಂಚರತ್ನ ಕೃತಿಗಳ ಗಾಯನ ಭಕ್ತರ ಮನ ಸೆಳೆಯಿತು. ವಿದ್ವಾಂಸರು ಕೃತಿಗಳನ್ನು ಸುಶ್ರಾವ್ಯವಾಗಿ ಹಾಡಿದರು. ಮೃದಂಗ, ವಯಲಿನ್ ಸಹಕಾರ ನೀಡಲಾಯಿತು.	[393, 1213, 474, 1262]
article-column: ಮಹಿಳೆಯರು ಆರ್ಥಿಕವಾಗಿ ಸದೃಢರಾದರೆ ಕುಟುಂಬವೂ ಸದೃಢವಾಗುತ್ತದೆ. ಹೈನುಗಾರಿಕೆ ಜತೆಗೆ ಉಪ ಕಸುಬುಗಳನ್ನು ಕೈಗೊಂಡು ಆದಾಯ ಹೆಚ್ಚಿಸಿಕೊಳ್ಳಬೇಕು ಎಂದು ಸಲಹೆ ನೀಡಿದರು. ಕಾರ್ಯಕ್ರಮದಲ್ಲಿ ರೋಟರಿ ಸದಸ್ಯರು, ಮಹಿಳಾ ಸಂಘಗಳ ಪ್ರತಿನಿಧಿಗಳು, ಗ್ರಾಮಸ್ಥರು ಉಪಸ್ಥಿತರಿದ್ದರು.	[565, 573, 661, 652]
dateline: ಕೋಲಾರ:	[31, 330, 56, 340]
photo-topper-felicitation	[675, 580, 920, 708]
